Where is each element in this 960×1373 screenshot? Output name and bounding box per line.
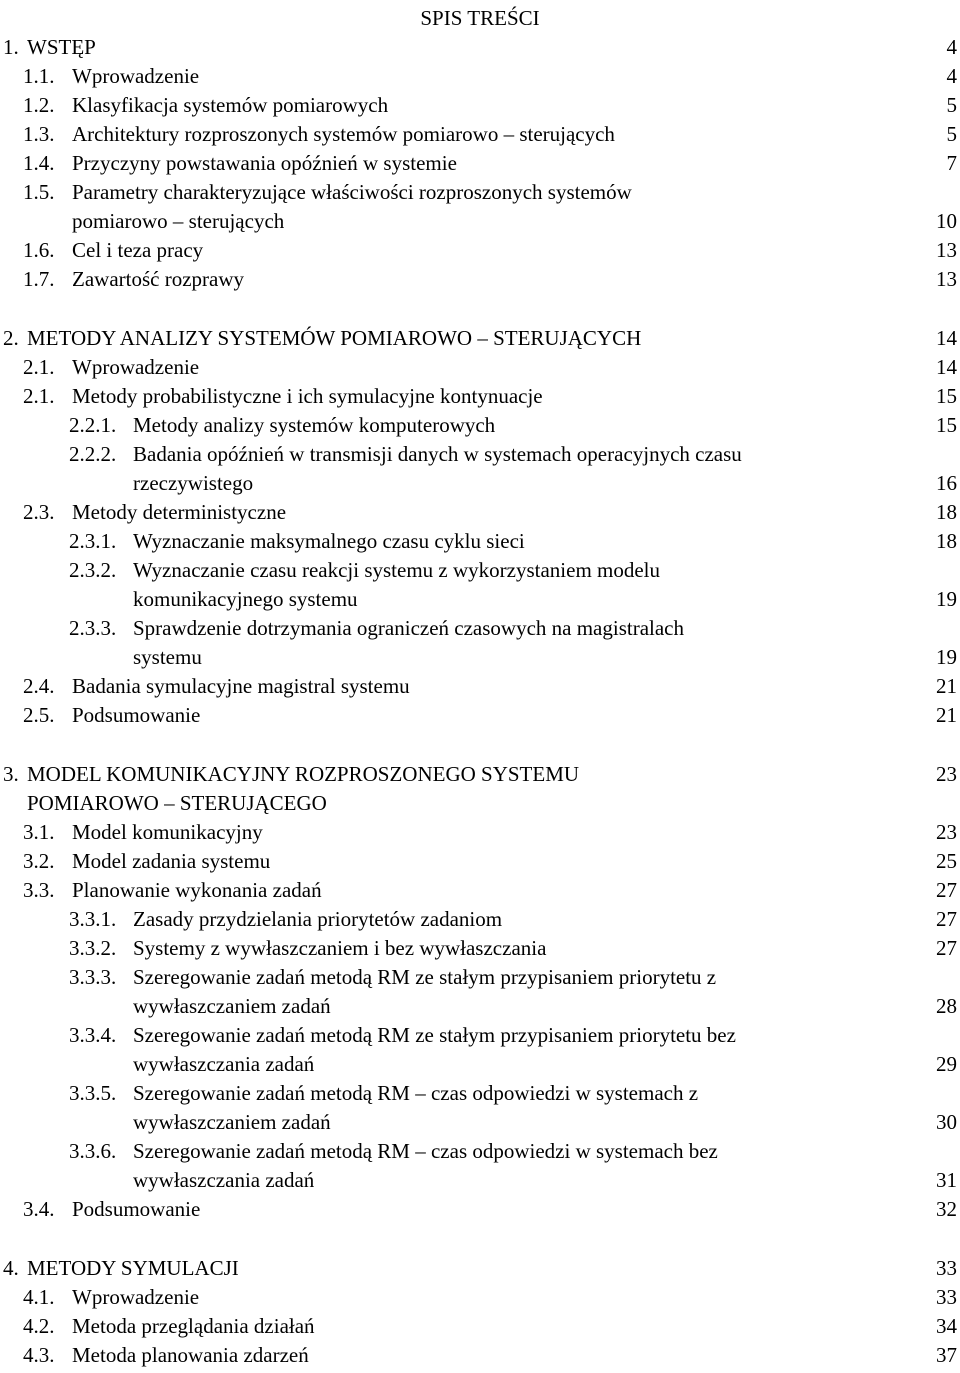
entry-page-number: 37 [936,1343,957,1367]
entry-title: METODY SYMULACJI [27,1256,239,1280]
entry-title: Zawartość rozprawy [72,267,244,291]
entry-title: Architektury rozproszonych systemów pomiarowo – sterujących [72,122,615,146]
entry-number: 1.5. [23,180,55,204]
entry-page-number: 18 [936,529,957,553]
entry-number: 1. [3,35,19,59]
entry-title: Przyczyny powstawania opóźnień w systemie [72,151,457,175]
entry-page-number: 4 [946,64,957,88]
entry-title: Wyznaczanie maksymalnego czasu cyklu sieci [133,529,525,553]
entry-title: pomiarowo – sterujących [72,209,285,233]
toc-entry[interactable] [0,934,960,963]
entry-number: 3.3.2. [69,936,117,960]
entry-number: 3.2. [23,849,55,873]
toc-entry[interactable] [0,643,960,672]
entry-title: Podsumowanie [72,1197,201,1221]
entry-title: Parametry charakteryzujące właściwości rozproszonych systemów [72,180,632,204]
toc-entry[interactable] [0,672,960,701]
entry-title: wywłaszczaniem zadań [133,994,331,1018]
entry-page-number: 7 [946,151,957,175]
entry-page-number: 14 [936,326,957,350]
entry-page-number: 15 [936,384,957,408]
entry-page-number: 25 [936,849,957,873]
entry-page-number: 28 [936,994,957,1018]
toc-entry[interactable] [0,411,960,440]
entry-number: 3.3.1. [69,907,117,931]
entry-page-number: 19 [936,587,957,611]
entry-page-number: 10 [936,209,957,233]
entry-number: 4.1. [23,1285,55,1309]
entry-number: 3.3.5. [69,1081,117,1105]
entry-number: 4.3. [23,1343,55,1367]
toc-entry[interactable] [0,818,960,847]
entry-number: 1.4. [23,151,55,175]
entry-title: wywłaszczaniem zadań [133,1110,331,1134]
entry-title: Wyznaczanie czasu reakcji systemu z wykorzystaniem modelu [133,558,661,582]
entry-page-number: 23 [936,820,957,844]
entry-page-number: 23 [936,762,957,786]
entry-title: POMIAROWO – STERUJĄCEGO [27,791,327,815]
entry-page-number: 34 [936,1314,957,1338]
toc-title: SPIS TREŚCI [420,6,540,30]
entry-number: 1.7. [23,267,55,291]
entry-number: 3.4. [23,1197,55,1221]
toc-entry[interactable] [0,1341,960,1370]
entry-title: komunikacyjnego systemu [133,587,358,611]
entry-page-number: 31 [936,1168,957,1192]
toc-entry[interactable] [0,62,960,91]
entry-title: Sprawdzenie dotrzymania ograniczeń czasowych na magistralach [133,616,685,640]
entry-number: 4. [3,1256,19,1280]
toc-entry[interactable] [0,1166,960,1195]
entry-title: Metody probabilistyczne i ich symulacyjne kontynuacje [72,384,543,408]
toc-entry[interactable] [0,527,960,556]
entry-number: 1.1. [23,64,55,88]
entry-title: Metody analizy systemów komputerowych [133,413,496,437]
entry-title: METODY ANALIZY SYSTEMÓW POMIAROWO – STERUJĄCYCH [27,326,642,350]
entry-number: 3.3.3. [69,965,117,989]
entry-title: wywłaszczania zadań [133,1168,315,1192]
entry-number: 1.2. [23,93,55,117]
entry-page-number: 21 [936,703,957,727]
entry-title: Systemy z wywłaszczaniem i bez wywłaszczania [133,936,547,960]
entry-page-number: 14 [936,355,957,379]
entry-page-number: 27 [936,878,957,902]
entry-page-number: 5 [946,93,957,117]
entry-title: Wprowadzenie [72,64,200,88]
entry-title: Szeregowanie zadań metodą RM – czas odpowiedzi w systemach bez [133,1139,718,1163]
entry-page-number: 18 [936,500,957,524]
entry-title: Badania symulacyjne magistral systemu [72,674,410,698]
entry-number: 2.2.1. [69,413,117,437]
toc-entry[interactable] [0,1108,960,1137]
entry-page-number: 5 [946,122,957,146]
entry-title: Model zadania systemu [72,849,271,873]
toc-entry[interactable] [0,701,960,730]
entry-title: Metoda planowania zdarzeń [72,1343,309,1367]
toc-entry[interactable] [0,760,960,789]
entry-page-number: 16 [936,471,957,495]
toc-entry[interactable] [0,382,960,411]
entry-number: 2.3.2. [69,558,117,582]
toc-entry[interactable] [0,876,960,905]
entry-title: Szeregowanie zadań metodą RM ze stałym przypisaniem priorytetu z [133,965,717,989]
entry-title: Cel i teza pracy [72,238,204,262]
entry-number: 2.5. [23,703,55,727]
toc-entry[interactable] [0,33,960,62]
toc-entry[interactable] [0,353,960,382]
entry-title: Wprowadzenie [72,355,200,379]
toc-entry[interactable] [0,1137,960,1166]
entry-page-number: 4 [946,35,957,59]
entry-page-number: 33 [936,1256,957,1280]
toc-entry[interactable] [0,178,960,207]
entry-number: 4.2. [23,1314,55,1338]
entry-title: Szeregowanie zadań metodą RM ze stałym przypisaniem priorytetu bez [133,1023,736,1047]
toc-entry[interactable] [0,1021,960,1050]
entry-number: 3. [3,762,19,786]
entry-number: 2.4. [23,674,55,698]
entry-number: 2.1. [23,384,55,408]
entry-number: 3.1. [23,820,55,844]
entry-page-number: 19 [936,645,957,669]
entry-number: 3.3.4. [69,1023,117,1047]
entry-number: 2.3.3. [69,616,117,640]
toc-entry[interactable] [0,1050,960,1079]
entry-title: Wprowadzenie [72,1285,200,1309]
entry-title: Planowanie wykonania zadań [72,878,322,902]
entry-page-number: 15 [936,413,957,437]
toc-entry[interactable] [0,469,960,498]
entry-page-number: 13 [936,238,957,262]
entry-title: rzeczywistego [133,471,254,495]
toc-entry[interactable] [0,1254,960,1283]
entry-number: 3.3. [23,878,55,902]
entry-title: Badania opóźnień w transmisji danych w systemach operacyjnych czasu [133,442,742,466]
toc-entry[interactable] [0,91,960,120]
toc-entry[interactable] [0,120,960,149]
toc-entry[interactable] [0,1312,960,1341]
entry-number: 2.3.1. [69,529,117,553]
toc-entry[interactable] [0,1079,960,1108]
toc-entry[interactable] [0,149,960,178]
toc-entry[interactable] [0,963,960,992]
entry-number: 2.1. [23,355,55,379]
entry-page-number: 29 [936,1052,957,1076]
toc-entry[interactable] [0,498,960,527]
entry-page-number: 27 [936,936,957,960]
entry-number: 1.3. [23,122,55,146]
entry-page-number: 21 [936,674,957,698]
toc-entry[interactable] [0,556,960,585]
toc-entry[interactable] [0,614,960,643]
entry-title: Szeregowanie zadań metodą RM – czas odpowiedzi w systemach z [133,1081,699,1105]
toc-entry[interactable] [0,324,960,353]
entry-number: 3.3.6. [69,1139,117,1163]
toc-entry[interactable] [0,789,960,818]
toc-entry[interactable] [0,236,960,265]
entry-title: systemu [133,645,202,669]
toc-entry[interactable] [0,1195,960,1224]
entry-page-number: 27 [936,907,957,931]
toc-entry[interactable] [0,265,960,294]
entry-title: Metoda przeglądania działań [72,1314,315,1338]
toc-entry[interactable] [0,847,960,876]
entry-number: 1.6. [23,238,55,262]
toc-entry[interactable] [0,585,960,614]
toc-entry[interactable] [0,1283,960,1312]
entry-title: WSTĘP [27,35,96,59]
entry-title: Klasyfikacja systemów pomiarowych [72,93,389,117]
entry-page-number: 13 [936,267,957,291]
entry-page-number: 32 [936,1197,957,1221]
entry-title: wywłaszczania zadań [133,1052,315,1076]
toc-entry[interactable] [0,207,960,236]
entry-title: Model komunikacyjny [72,820,263,844]
entry-title: Metody deterministyczne [72,500,287,524]
entry-title: Podsumowanie [72,703,201,727]
entry-number: 2.2.2. [69,442,117,466]
toc-entry[interactable] [0,905,960,934]
entry-page-number: 30 [936,1110,957,1134]
entry-number: 2.3. [23,500,55,524]
entry-title: MODEL KOMUNIKACYJNY ROZPROSZONEGO SYSTEMU [27,762,580,786]
entry-number: 2. [3,326,19,350]
toc-entry[interactable] [0,440,960,469]
entry-page-number: 33 [936,1285,957,1309]
toc-entry[interactable] [0,992,960,1021]
entry-title: Zasady przydzielania priorytetów zadaniom [133,907,503,931]
